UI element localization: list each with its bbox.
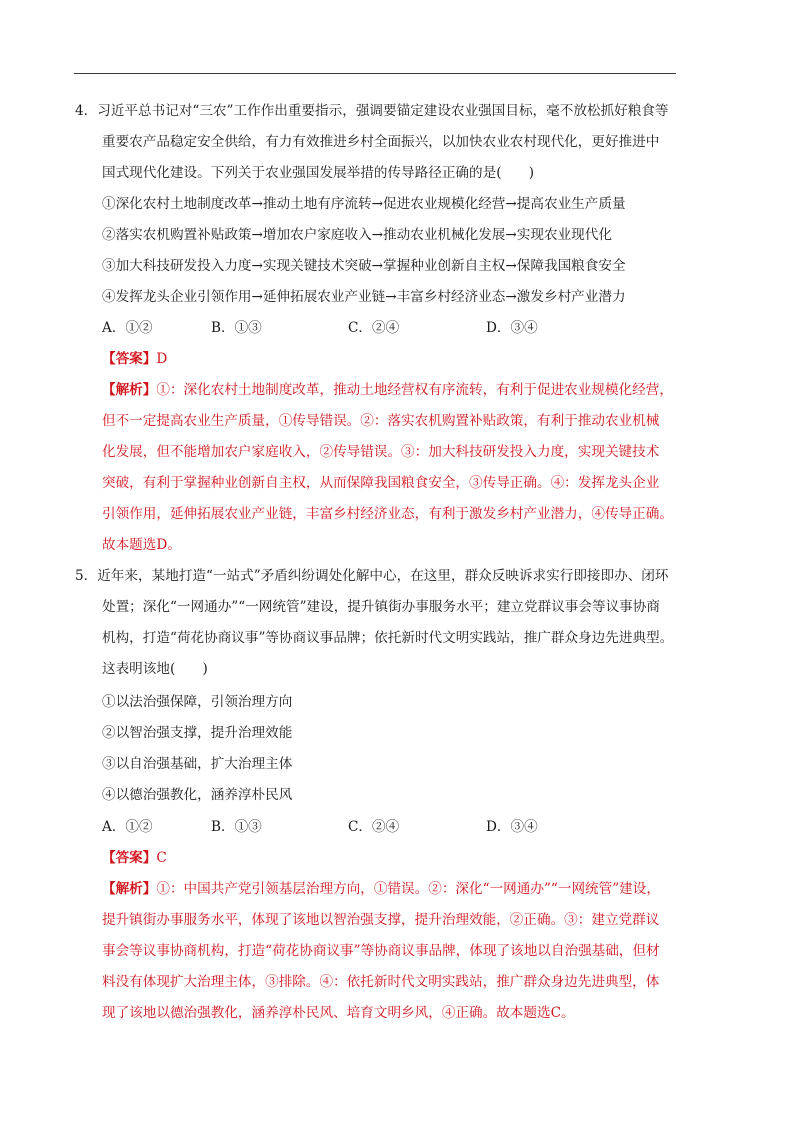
question-5-item-2: ②以智治强支撑，提升治理效能 [102,725,293,741]
question-4-analysis-line-6: 故本题选D。 [102,537,181,553]
question-4-item-3: ③加大科技研发投入力度→实现关键技术突破→掌握种业创新自主权→保障我国粮食安全 [102,258,626,274]
question-4-analysis-line-5: 引领作用，延伸拓展农业产业链，丰富乡村经济业态，有利于激发乡村产业潜力，④传导正确。 [102,506,673,522]
question-5-option-d: D．③④ [486,819,538,835]
question-4-analysis-line-1 [102,382,673,398]
question-5-analysis-line-3: 事会等议事协商机构，打造“荷花协商议事”等协商议事品牌，体现了该地以自治强基础，但材 [102,943,660,959]
question-5-analysis-line-5: 现了该地以德治强教化，涵养淳朴民风、培育文明乡风，④正确。故本题选C。 [102,1005,575,1021]
question-4-analysis-line-3: 化发展，但不能增加农户家庭收入，②传导错误。③：加大科技研发投入力度，实现关键技术 [102,444,660,460]
question-5-analysis-line-4: 料没有体现扩大治理主体，③排除。④：依托新时代文明实践站，推广群众身边先进典型，体 [102,974,660,990]
question-4-stem-line-1: 4．习近平总书记对“三农”工作作出重要指示，强调要锚定建设农业强国目标，毫不放松抓好粮食等 [75,103,669,119]
question-4-item-4: ④发挥龙头企业引领作用→延伸拓展农业产业链→丰富乡村经济业态→激发乡村产业潜力 [102,289,626,305]
question-5-option-c: C．②④ [348,819,400,835]
analysis-tag: 【解析】 [102,881,157,897]
question-4-stem-line-3: 国式现代化建设。下列关于农业强国发展举措的传导路径正确的是( ) [102,165,535,181]
analysis-text: ①：中国共产党引领基层治理方向，①错误。②：深化“一网通办”“一网统管”建设， [156,881,660,897]
question-4-analysis-line-4: 突破，有利于掌握种业创新自主权，从而保障我国粮食安全，③传导正确。④：发挥龙头企业 [102,475,660,491]
question-5-option-a: A．①② [102,819,153,835]
analysis-text: ①：深化农村土地制度改革，推动土地经营权有序流转，有利于促进农业规模化经营， [156,382,673,398]
analysis-tag: 【解析】 [102,382,157,398]
answer-tag: 【答案】 [102,351,157,367]
question-5-item-4: ④以德治强教化，涵养淳朴民风 [102,787,293,803]
question-5-analysis-line-1 [102,881,660,897]
question-5-stem-line-1: 5．近年来，某地打造“一站式”矛盾纠纷调处化解中心，在这里，群众反映诉求实行即接即办、闭环 [75,568,669,584]
header-rule [74,73,676,74]
answer-tag: 【答案】 [102,850,157,866]
question-5-stem-line-4: 这表明该地( ) [102,661,208,677]
question-4-stem-line-2: 重要农产品稳定安全供给，有力有效推进乡村全面振兴，以加快农业农村现代化，更好推进中 [102,134,660,150]
question-4-answer [102,351,167,367]
question-5-stem-line-3: 机构，打造“荷花协商议事”等协商议事品牌；依托新时代文明实践站，推广群众身边先进典型。 [102,630,674,646]
question-5-item-1: ①以法治强保障，引领治理方向 [102,694,293,710]
question-5-item-3: ③以自治强基础，扩大治理主体 [102,756,293,772]
question-5-answer [102,850,167,866]
question-4-item-1: ①深化农村土地制度改革→推动土地有序流转→促进农业规模化经营→提高农业生产质量 [102,196,626,212]
question-5-stem-line-2: 处置；深化“一网通办”“一网统管”建设，提升镇街办事服务水平；建立党群议事会等议事协商 [102,599,660,615]
question-4-option-d: D．③④ [486,320,538,336]
question-4-item-2: ②落实农机购置补贴政策→增加农户家庭收入→推动农业机械化发展→实现农业现代化 [102,227,612,243]
question-4-analysis-line-2: 但不一定提高农业生产质量，①传导错误。②：落实农机购置补贴政策，有利于推动农业机械 [102,413,660,429]
question-4-option-c: C．②④ [348,320,400,336]
question-4-option-b: B．①③ [211,320,262,336]
question-4-option-a: A．①② [102,320,153,336]
answer-value: C [156,850,167,866]
answer-value: D [156,351,168,367]
question-5-analysis-line-2: 提升镇街办事服务水平，体现了该地以智治强支撑，提升治理效能，②正确。③：建立党群议 [102,912,660,928]
question-5-option-b: B．①③ [211,819,262,835]
